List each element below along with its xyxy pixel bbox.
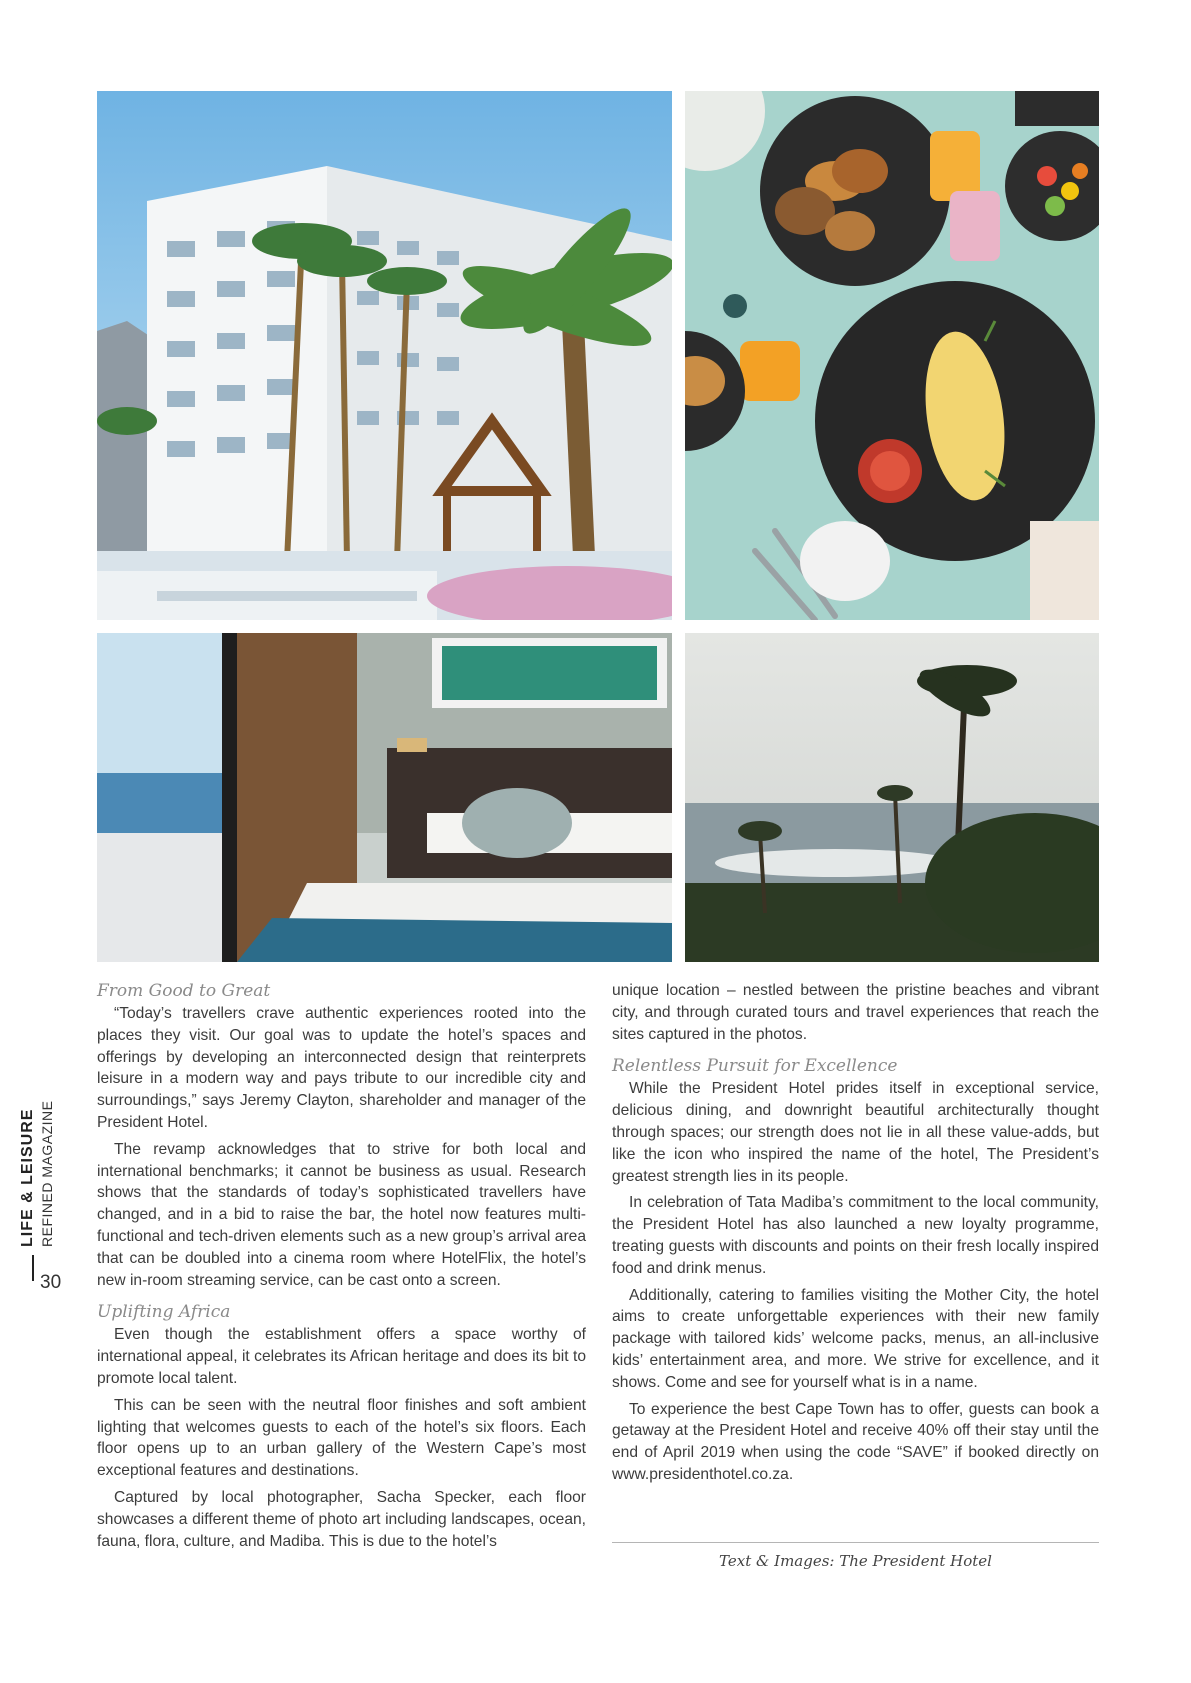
body-paragraph: While the President Hotel prides itself in exceptional service, delicious dining, and downright beautiful architecturally thought through spaces; our strength does not lie in all these value-adds, but like the icon who inspired the name of the hotel, The President’s greatest strength lies in its people. [612, 1080, 1099, 1185]
page-number: 30 [40, 1272, 62, 1293]
sidebar-labels [18, 1047, 62, 1247]
body-paragraph: “Today’s travellers crave authentic experiences rooted into the places they visit. Our goal was to update the hotel’s spaces and offerings by developing an interconnected design that reinterprets leisure in a modern way and pays tribute to our incredible city and surroundings,” says Jeremy Clayton, shareholder and manager of the President Hotel. [97, 1005, 586, 1131]
ocean-palms-photo [685, 633, 1099, 962]
hotel-bedroom-photo [97, 633, 672, 962]
section-title: LIFE & LEISURE [19, 1108, 36, 1247]
sidebar [18, 1095, 78, 1295]
section-heading: Uplifting Africa [97, 1302, 231, 1323]
breakfast-table-photo [685, 91, 1099, 620]
image-credit: Text & Images: The President Hotel [719, 1552, 992, 1570]
sidebar-rule [32, 1255, 34, 1281]
body-paragraph: Additionally, catering to families visiting the Mother City, the hotel aims to create unforgettable experiences with their new family package with tailored kids’ welcome packs, menus, an all-inclusive kids’ entertainment area, and more. We strive for excellence, and it shows. Come and see for yourself what is in a name. [612, 1286, 1099, 1391]
article-column-2 [612, 980, 1099, 1491]
body-paragraph: unique location – nestled between the pristine beaches and vibrant city, and through curated tours and travel experiences that reach the sites captured in the photos. [612, 982, 1099, 1043]
footer-rule [612, 1542, 1099, 1543]
body-paragraph: Even though the establishment offers a space worthy of international appeal, it celebrates its African heritage and does its bit to promote local talent. [97, 1326, 586, 1387]
section-heading: Relentless Pursuit for Excellence [612, 1056, 898, 1077]
hotel-exterior-photo [97, 91, 672, 620]
body-paragraph: Captured by local photographer, Sacha Specker, each floor showcases a different theme of photo art including landscapes, ocean, fauna, flora, culture, and Madiba. This is due to the hotel’s [97, 1488, 586, 1550]
body-paragraph: This can be seen with the neutral floor finishes and soft ambient lighting that welcomes guests to each of the hotel’s six floors. Each floor opens up to an urban gallery of the Western Cape’s most exceptional features and destinations. [97, 1396, 586, 1480]
article-column-1 [97, 980, 586, 1557]
body-paragraph: To experience the best Cape Town has to offer, guests can book a getaway at the President Hotel and receive 40% off their stay until the end of April 2019 when using the code “SAVE” if booked directly on www.presidenthotel.co.za. [612, 1400, 1099, 1483]
body-paragraph: The revamp acknowledges that to strive for both local and international benchmarks; it cannot be business as usual. Research shows that the standards of today’s sophisticated travellers have changed, and in a bid to raise the bar, the hotel now features multi-functional and tech-driven elements such as a new group’s arrival area that can be doubled into a cinema room where HotelFlix, the hotel’s new in-room streaming service, can be cast onto a screen. [97, 1140, 586, 1289]
body-paragraph: In celebration of Tata Madiba’s commitment to the local community, the President Hotel has also launched a new loyalty programme, treating guests with discounts and points on their fresh locally inspired food and drink menus. [612, 1194, 1099, 1277]
magazine-name: REFINED MAGAZINE [39, 1100, 55, 1247]
section-heading: From Good to Great [97, 981, 271, 1001]
